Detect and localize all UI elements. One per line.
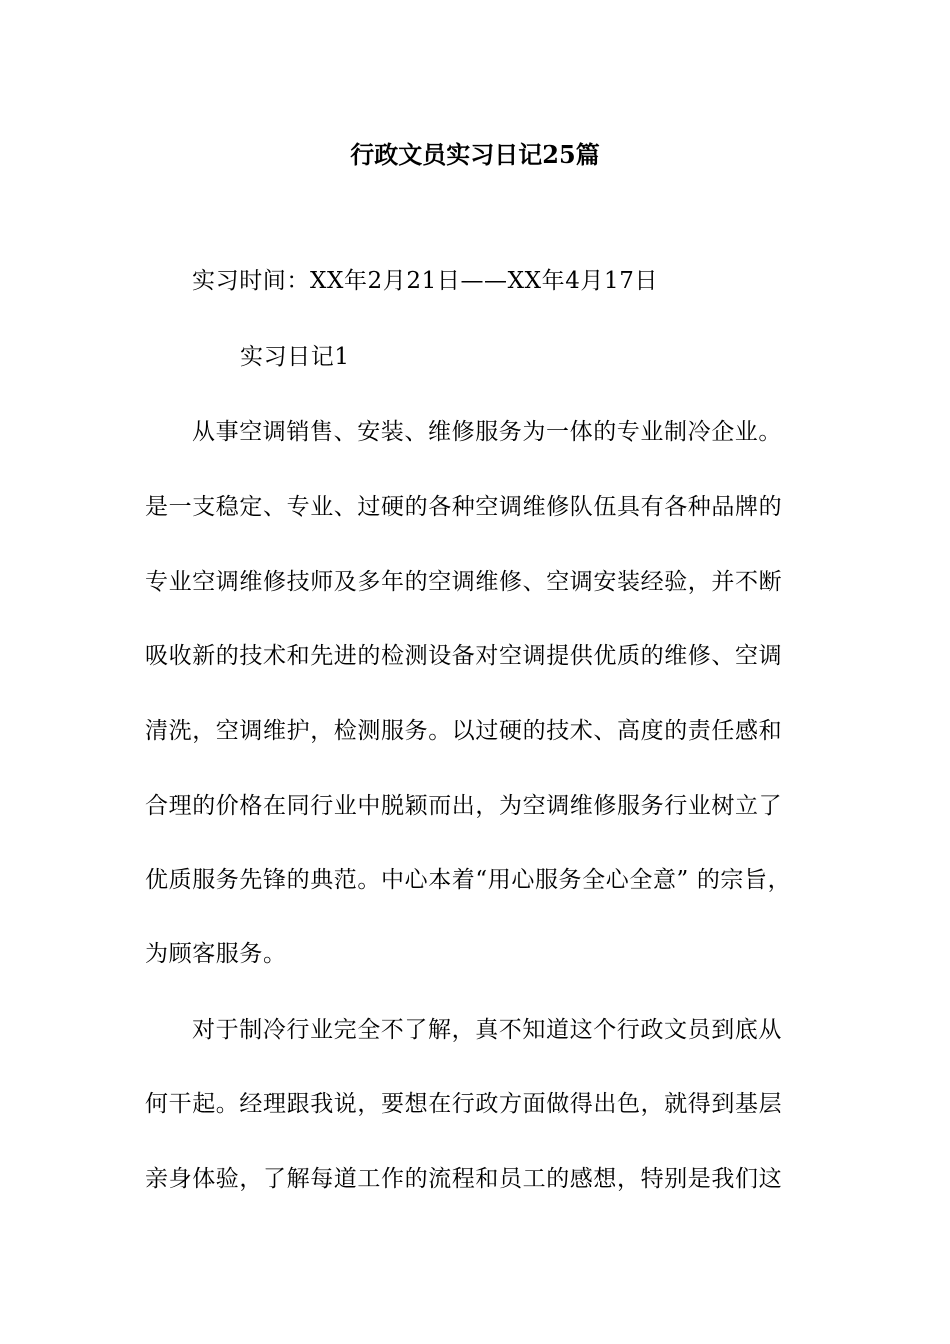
paragraph-line: 专业空调维修技师及多年的空调维修、空调安装经验，并不断 xyxy=(145,569,783,595)
paragraph-line: 合理的价格在同行业中脱颖而出，为空调维修服务行业树立了 xyxy=(145,793,783,819)
diary-heading: 实习日记1 xyxy=(240,344,350,370)
document-title: 行政文员实习日记25篇 xyxy=(350,140,600,169)
paragraph-line: 为顾客服务。 xyxy=(145,941,287,967)
paragraph-line: 吸收新的技术和先进的检测设备对空调提供优质的维修、空调 xyxy=(145,643,783,669)
paragraph-line: 亲身体验，了解每道工作的流程和员工的感想，特别是我们这 xyxy=(145,1166,783,1192)
paragraph-line: 优质服务先锋的典范。中心本着“用心服务全心全意” 的宗旨， xyxy=(145,867,792,893)
paragraph-line: 清洗，空调维护，检测服务。以过硬的技术、高度的责任感和 xyxy=(145,718,783,744)
paragraph-line: 从事空调销售、安装、维修服务为一体的专业制冷企业。 xyxy=(192,419,782,445)
paragraph-line: 对于制冷行业完全不了解，真不知道这个行政文员到底从 xyxy=(192,1017,782,1043)
paragraph-line: 是一支稳定、专业、过硬的各种空调维修队伍具有各种品牌的 xyxy=(145,494,783,520)
internship-period: 实习时间：XX年2月21日——XX年4月17日 xyxy=(192,268,659,294)
paragraph-line: 何干起。经理跟我说，要想在行政方面做得出色，就得到基层 xyxy=(145,1091,783,1117)
